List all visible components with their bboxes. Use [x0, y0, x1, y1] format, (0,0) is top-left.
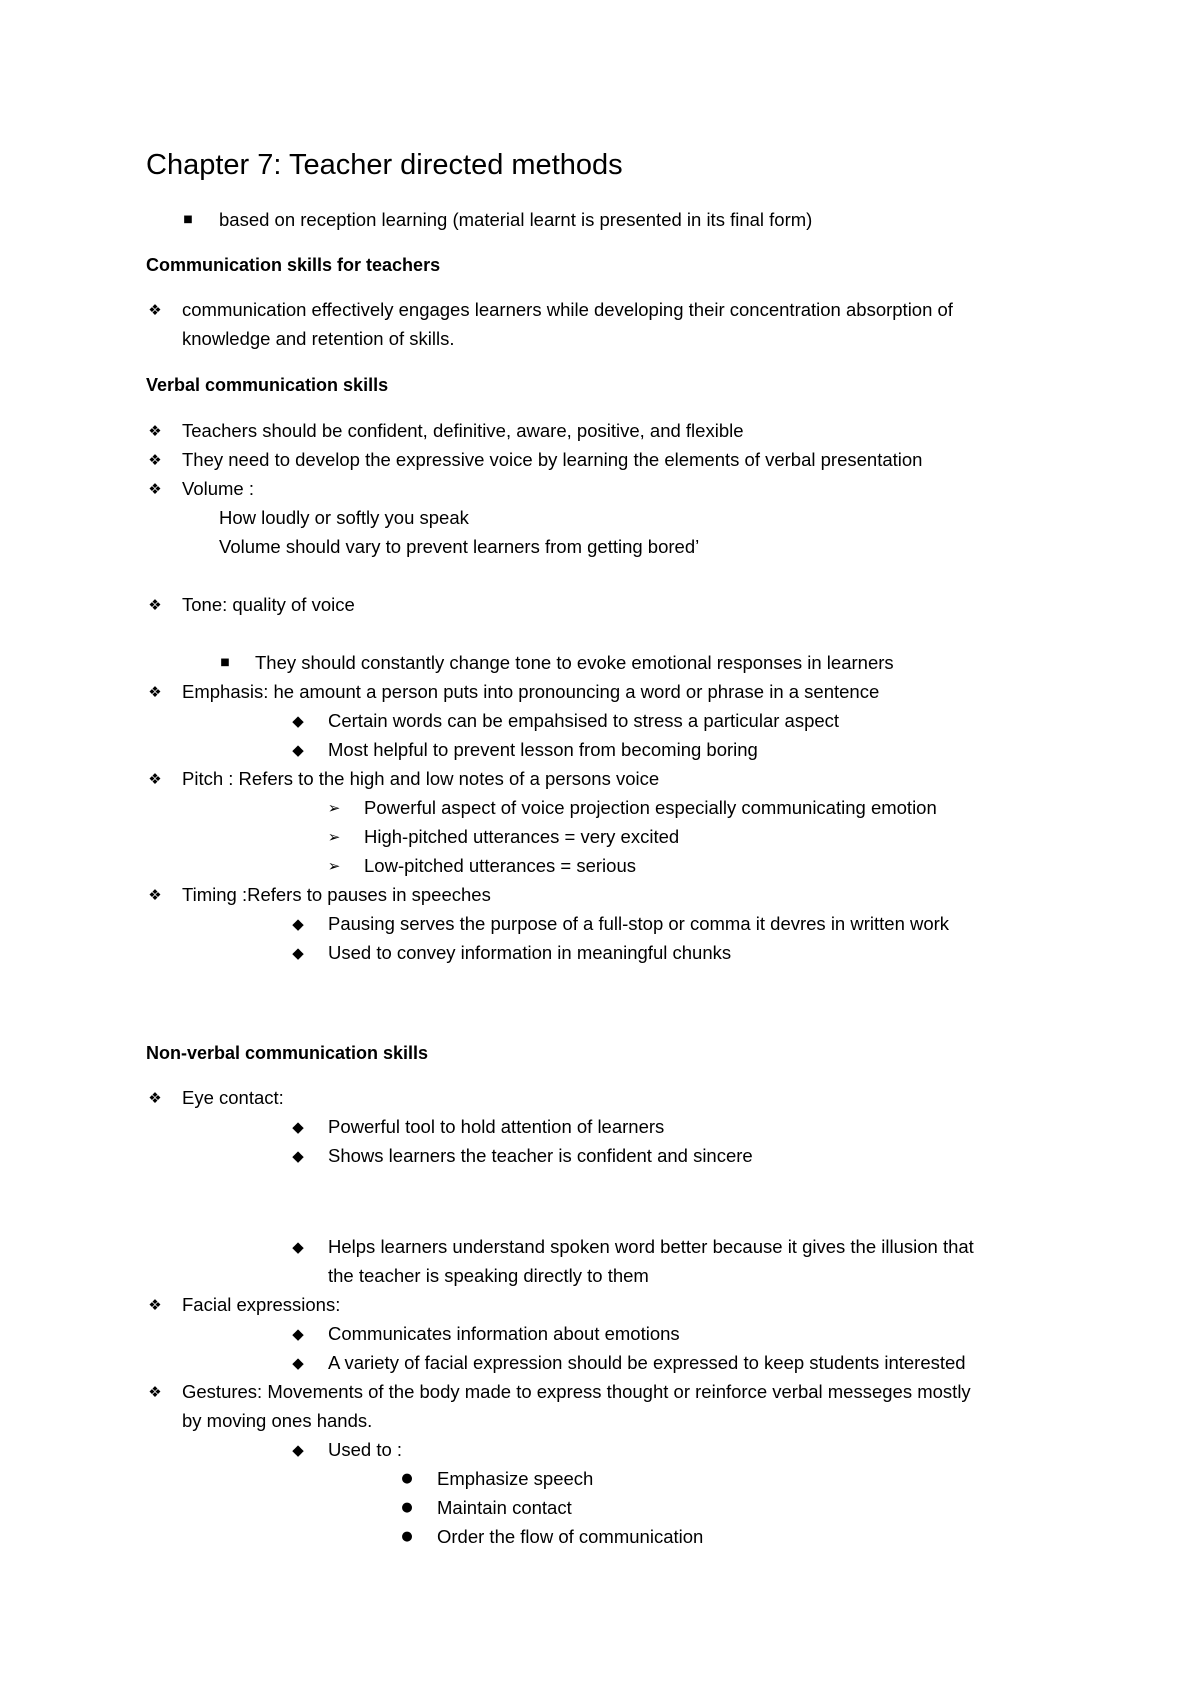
nonverbal-gestures-line1: Gestures: Movements of the body made to express thought or reinforce verbal messeges mostly — [182, 1381, 971, 1402]
four-diamond-bullet-icon: ❖ — [148, 1383, 162, 1401]
verbal-pitch: Pitch : Refers to the high and low notes of a persons voice — [182, 768, 660, 789]
intro-text: based on reception learning (material learnt is presented in its final form) — [219, 209, 813, 230]
four-diamond-bullet-icon: ❖ — [148, 301, 162, 319]
pitch-sub1: Powerful aspect of voice projection especially communicating emotion — [364, 797, 937, 818]
four-diamond-bullet-icon: ❖ — [148, 596, 162, 614]
diamond-bullet-icon: ◆ — [292, 712, 304, 730]
verbal-timing: Timing :Refers to pauses in speeches — [182, 884, 491, 905]
diamond-bullet-icon: ◆ — [292, 944, 304, 962]
nonverbal-eye: Eye contact: — [182, 1087, 284, 1108]
arrowhead-bullet-icon: ➢ — [327, 799, 341, 817]
used-sub3: Order the flow of communication — [437, 1526, 704, 1547]
communication-heading: Communication skills for teachers — [146, 255, 441, 275]
tone-sub: They should constantly change tone to evoke emotional responses in learners — [255, 652, 894, 673]
diamond-bullet-icon: ◆ — [292, 1325, 304, 1343]
pitch-sub2: High-pitched utterances = very excited — [364, 826, 680, 847]
four-diamond-bullet-icon: ❖ — [148, 1296, 162, 1314]
four-diamond-bullet-icon: ❖ — [148, 422, 162, 440]
timing-sub1: Pausing serves the purpose of a full-stop or comma it devres in written work — [328, 913, 950, 934]
arrowhead-bullet-icon: ➢ — [327, 857, 341, 875]
nonverbal-facial: Facial expressions: — [182, 1294, 341, 1315]
verbal-expressive: They need to develop the expressive voice by learning the elements of verbal presentation — [182, 449, 923, 470]
eye-sub3-line1: Helps learners understand spoken word better because it gives the illusion that — [328, 1236, 974, 1257]
diamond-bullet-icon: ◆ — [292, 1441, 304, 1459]
pitch-sub3: Low-pitched utterances = serious — [364, 855, 636, 876]
verbal-heading: Verbal communication skills — [146, 375, 389, 395]
facial-sub2: A variety of facial expression should be expressed to keep students interested — [328, 1352, 966, 1373]
verbal-emphasis: Emphasis: he amount a person puts into pronouncing a word or phrase in a sentence — [182, 681, 880, 702]
four-diamond-bullet-icon: ❖ — [148, 886, 162, 904]
verbal-volume: Volume : — [182, 478, 254, 499]
four-diamond-bullet-icon: ❖ — [148, 451, 162, 469]
communication-item-line2: knowledge and retention of skills. — [182, 328, 455, 349]
nonverbal-heading: Non-verbal communication skills — [146, 1043, 429, 1063]
four-diamond-bullet-icon: ❖ — [148, 1089, 162, 1107]
dot-bullet-icon: ● — [401, 1500, 413, 1515]
four-diamond-bullet-icon: ❖ — [148, 480, 162, 498]
page-title: Chapter 7: Teacher directed methods — [146, 149, 623, 181]
four-diamond-bullet-icon: ❖ — [148, 770, 162, 788]
volume-sub2: Volume should vary to prevent learners from getting bored’ — [219, 536, 700, 557]
verbal-confident: Teachers should be confident, definitive, aware, positive, and flexible — [182, 420, 744, 441]
emphasis-sub2: Most helpful to prevent lesson from becoming boring — [328, 739, 758, 760]
volume-sub1: How loudly or softly you speak — [219, 507, 469, 528]
eye-sub3-line2: the teacher is speaking directly to them — [328, 1265, 649, 1286]
nonverbal-gestures-line2: by moving ones hands. — [182, 1410, 373, 1431]
arrowhead-bullet-icon: ➢ — [327, 828, 341, 846]
used-sub2: Maintain contact — [437, 1497, 572, 1518]
gestures-used-to: Used to : — [328, 1439, 403, 1460]
used-sub1: Emphasize speech — [437, 1468, 594, 1489]
diamond-bullet-icon: ◆ — [292, 741, 304, 759]
eye-sub2: Shows learners the teacher is confident and sincere — [328, 1145, 753, 1166]
diamond-bullet-icon: ◆ — [292, 1354, 304, 1372]
square-bullet-icon: ■ — [183, 214, 193, 225]
diamond-bullet-icon: ◆ — [292, 915, 304, 933]
dot-bullet-icon: ● — [401, 1471, 413, 1486]
dot-bullet-icon: ● — [401, 1529, 413, 1544]
verbal-tone: Tone: quality of voice — [182, 594, 355, 615]
diamond-bullet-icon: ◆ — [292, 1147, 304, 1165]
four-diamond-bullet-icon: ❖ — [148, 683, 162, 701]
timing-sub2: Used to convey information in meaningful chunks — [328, 942, 732, 963]
diamond-bullet-icon: ◆ — [292, 1118, 304, 1136]
eye-sub1: Powerful tool to hold attention of learners — [328, 1116, 665, 1137]
emphasis-sub1: Certain words can be empahsised to stress a particular aspect — [328, 710, 840, 731]
communication-item-line1: communication effectively engages learners while developing their concentration absorption of — [182, 299, 953, 320]
square-bullet-icon: ■ — [220, 657, 230, 668]
diamond-bullet-icon: ◆ — [292, 1238, 304, 1256]
facial-sub1: Communicates information about emotions — [328, 1323, 680, 1344]
